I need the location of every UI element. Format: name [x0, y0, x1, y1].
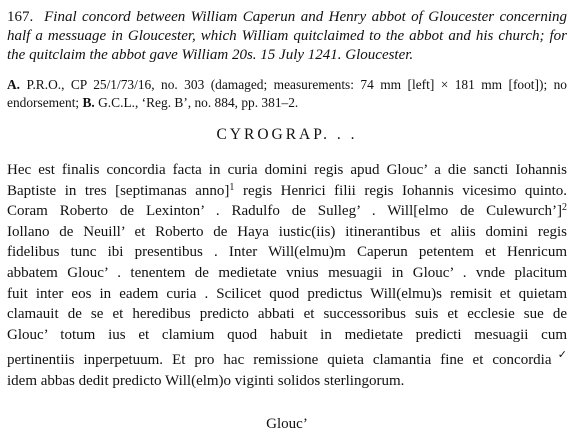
source-b-text: G.C.L., ‘Reg. B’, no. 884, pp. 381–2.	[98, 95, 299, 110]
footnote-marker: 2	[562, 202, 567, 214]
text-line-content: abbatem Glouc’ . tenentem de medietate vnius mesuagii in Glouc’ . vnde placitum	[7, 264, 567, 281]
checkmark-icon: ✓	[552, 349, 567, 362]
text-line	[7, 304, 567, 325]
source-references	[7, 76, 567, 112]
source-a-text: P.R.O., CP 25/1/73/16, no. 303 (damaged; measurements: 74 mm [left] × 181 mm [foot]); no endorsement;	[7, 77, 567, 110]
source-a-label: A.	[7, 77, 21, 92]
text-line	[7, 345, 567, 371]
text-line-content: clamauit de se et heredibus predicto abbati et successoribus suis et ecclesie sue de	[7, 306, 567, 323]
text-line-content: Coram Roberto de Lexinton’ . Radulfo de Sulleg’ . Will[elmo de Culewurch’]	[7, 203, 562, 220]
entry-heading	[7, 8, 567, 65]
latin-text	[7, 160, 567, 392]
text-line	[7, 181, 567, 202]
text-line-continuation: regis Henrici filii regis Iohannis vicesimo quinto.	[234, 182, 567, 199]
text-line	[7, 242, 567, 263]
text-line-content: fidelibus tunc ibi presentibus . Inter Will(elmu)m Caperun petentem et Henricum	[7, 244, 567, 261]
footer-place: Glouc’	[266, 415, 308, 432]
entry-number: 167.	[7, 9, 34, 25]
text-line	[7, 371, 567, 392]
text-line-content: Iollano de Neuill’ et Roberto de Haya iustic(iis) itinerantibus et aliis domini regis	[7, 223, 567, 240]
chirograph-heading: CYROGRAP. . .	[216, 126, 358, 143]
text-line-content: Hec est finalis concordia facta in curia domini regis apud Glouc’ a die sancti Iohannis	[7, 162, 567, 178]
text-line	[7, 160, 567, 181]
text-line	[7, 325, 567, 346]
text-line	[7, 284, 567, 305]
text-line	[7, 201, 567, 222]
text-line-content: pertinentiis inperpetuum. Et pro hac remissione quieta clamantia fine et concordia	[7, 352, 552, 369]
text-line-content: idem abbas dedit predicto Will(elm)o viginti solidos sterlingorum.	[7, 372, 405, 389]
source-b-label: B.	[82, 95, 95, 110]
text-line	[7, 263, 567, 284]
text-line	[7, 222, 567, 243]
footnote-marker: 1	[229, 181, 235, 193]
text-line-content: fuit inter eos in eadem curia . Scilicet quod predictus Will(elmu)s remisit et quietam	[7, 285, 567, 302]
entry-description: Final concord between William Caperun and Henry abbot of Gloucester concerning half a messuage in Gloucester, which William quitclaimed to the abbot and his church; for the quitclaim the abbot gave William 20s. 15 July 1241. Gloucester.	[7, 9, 567, 63]
text-line-content: Glouc’ totum ius et clamium quod habuit in medietate predicti mesuagii cum	[7, 326, 567, 343]
text-line-content: Baptiste in tres [septimanas anno]	[7, 182, 230, 199]
